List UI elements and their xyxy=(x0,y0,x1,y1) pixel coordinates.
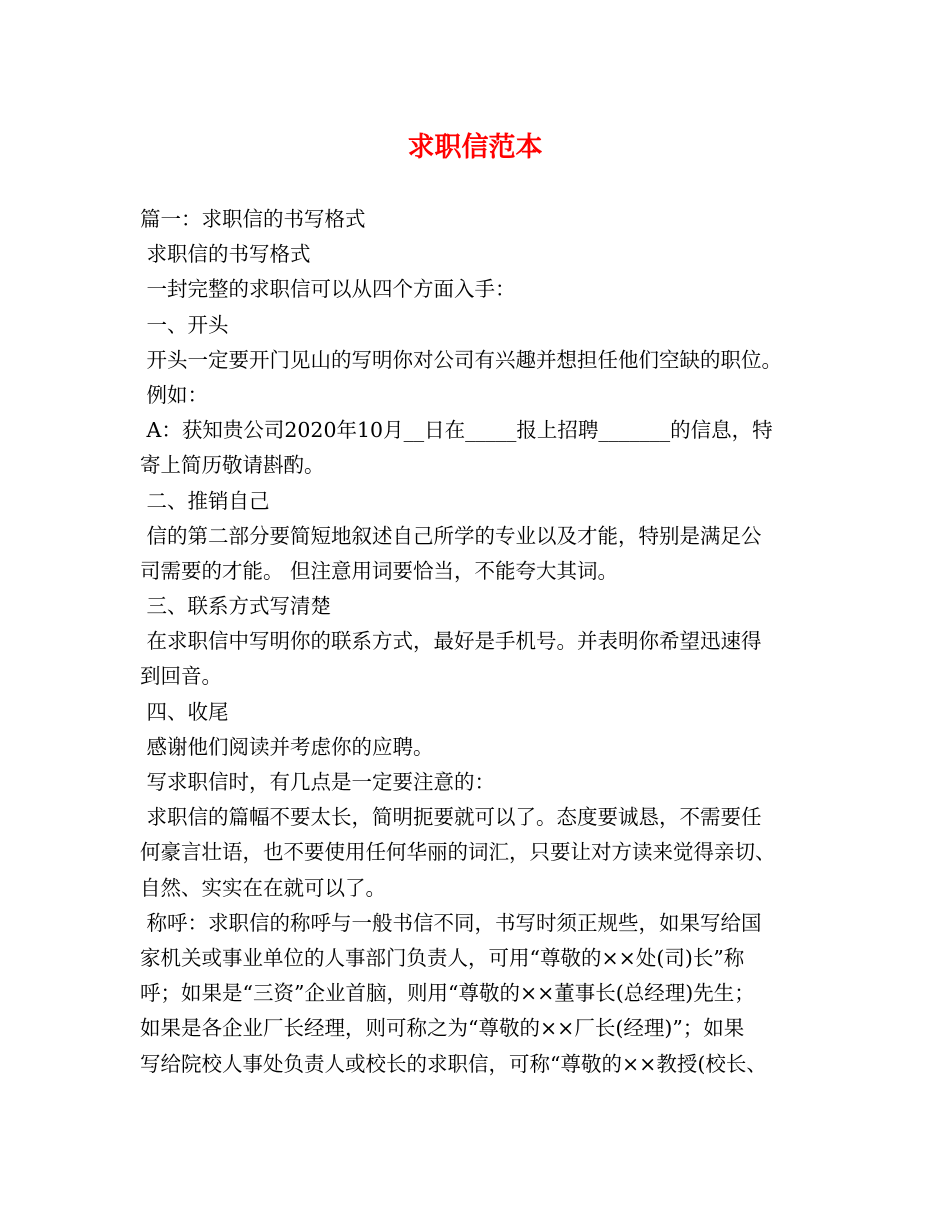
body-line: 一封完整的求职信可以从四个方面入手： xyxy=(140,277,516,302)
body-line: 例如： xyxy=(140,382,209,407)
body-line: 二、推销自己 xyxy=(140,488,270,513)
body-line: 一、开头 xyxy=(140,312,229,337)
body-line: 写给院校人事处负责人或校长的求职信，可称“尊敬的××教授(校长、 xyxy=(140,1051,767,1076)
body-line: 称呼：求职信的称呼与一般书信不同，书写时须正规些，如果写给国 xyxy=(140,910,762,935)
body-line: 何豪言壮语，也不要使用任何华丽的词汇，只要让对方读来觉得亲切、 xyxy=(140,840,776,865)
body-line: 三、联系方式写清楚 xyxy=(140,594,332,619)
body-line: 求职信的书写格式 xyxy=(140,242,311,267)
body-line: 四、收尾 xyxy=(140,699,229,724)
body-line: 呼；如果是“三资”企业首脑，则用“尊敬的××董事长(总经理)先生； xyxy=(140,981,755,1006)
body-line: A：获知贵公司2020年10月__日在_____报上招聘_______的信息，特 xyxy=(140,418,773,443)
body-line: 开头一定要开门见山的写明你对公司有兴趣并想担任他们空缺的职位。 xyxy=(140,347,783,372)
document-title: 求职信范本 xyxy=(407,132,543,163)
body-line: 到回音。 xyxy=(140,664,222,689)
body-line: 家机关或事业单位的人事部门负责人，可用“尊敬的××处(司)长”称 xyxy=(140,945,745,970)
body-line: 篇一：求职信的书写格式 xyxy=(140,207,366,231)
body-line: 信的第二部分要简短地叙述自己所学的专业以及才能，特别是满足公 xyxy=(140,523,762,548)
body-line: 写求职信时，有几点是一定要注意的： xyxy=(140,770,496,794)
body-line: 求职信的篇幅不要太长，简明扼要就可以了。态度要诚恳，不需要任 xyxy=(140,805,762,830)
document-body xyxy=(140,202,830,1082)
body-line: 在求职信中写明你的联系方式，最好是手机号。并表明你希望迅速得 xyxy=(140,629,762,654)
body-line: 司需要的才能。 但注意用词要恰当，不能夸大其词。 xyxy=(140,558,619,583)
body-line: 自然、实实在在就可以了。 xyxy=(140,875,386,900)
body-line: 感谢他们阅读并考虑你的应聘。 xyxy=(140,734,434,759)
body-line: 寄上简历敬请斟酌。 xyxy=(140,453,325,478)
body-line: 如果是各企业厂长经理，则可称之为“尊敬的××厂长(经理)”；如果 xyxy=(140,1016,745,1041)
